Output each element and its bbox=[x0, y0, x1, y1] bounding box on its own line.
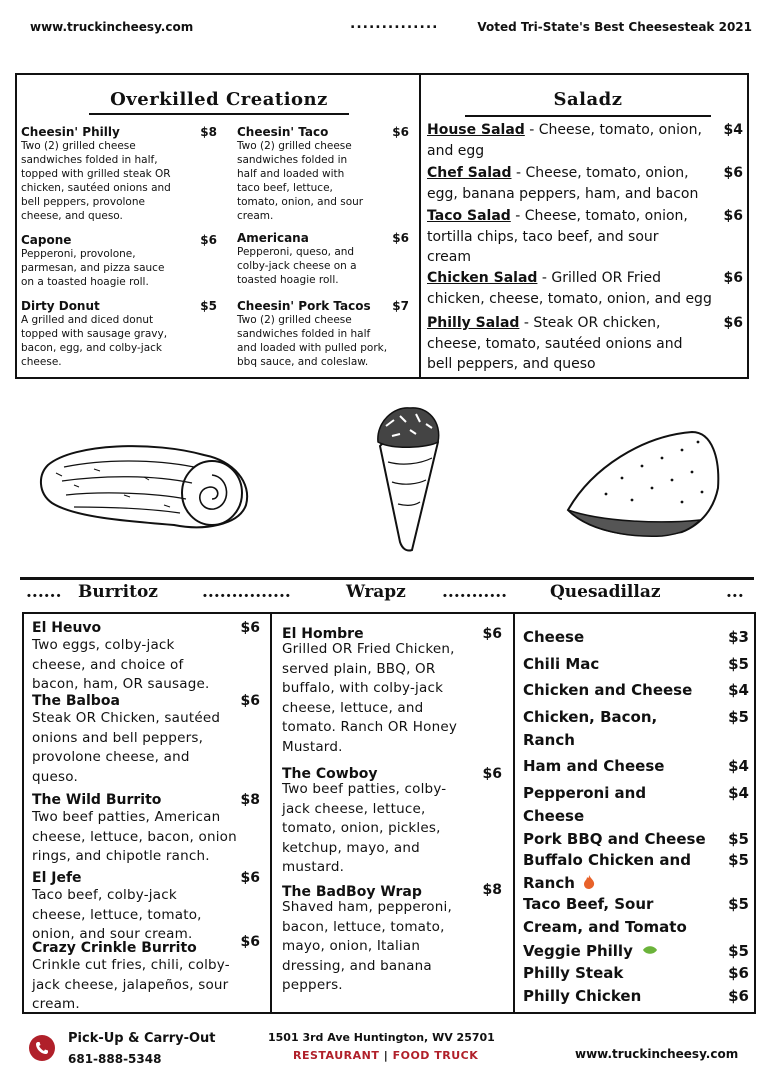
item-name: El Hombre bbox=[282, 626, 364, 642]
item-price: $6 bbox=[482, 626, 502, 642]
item-price: $8 bbox=[200, 125, 217, 139]
item-name: Chicken and Cheese bbox=[523, 681, 693, 699]
salad-name: Chef Salad bbox=[427, 165, 512, 181]
quesadilla-item-buffalo-chicken-and-ranch bbox=[523, 849, 749, 895]
quesadilla-item-cheese bbox=[523, 626, 749, 649]
burrito-item-crazy-crinkle-burrito bbox=[32, 934, 268, 1015]
item-name: Cream, and Tomato bbox=[523, 918, 687, 936]
salad-desc: cheese, tomato, sautéed onions and bbox=[427, 335, 683, 352]
item-desc: Two beef patties, American cheese, lettuce, bacon, onion rings, and chipotle ranch. bbox=[32, 809, 237, 864]
item-price: $5 bbox=[728, 895, 749, 913]
item-desc: Two (2) grilled cheese sandwiches folded in half, topped with grilled steak OR chicken, sautéed onions and bell peppers, provolone cheese, and queso. bbox=[21, 140, 171, 222]
item-name: Crazy Crinkle Burrito bbox=[32, 940, 197, 956]
menu-item-americana bbox=[237, 231, 409, 287]
item-price: $6 bbox=[240, 934, 260, 950]
item-price: $6 bbox=[240, 870, 260, 886]
banner-dots: ...... bbox=[26, 582, 62, 602]
item-price: $6 bbox=[240, 693, 260, 709]
item-desc: Two (2) grilled cheese sandwiches folded in half and loaded with taco beef, lettuce, tomato, onion, and sour cream. bbox=[237, 140, 364, 222]
item-name: El Heuvo bbox=[32, 620, 102, 636]
salad-item-chef bbox=[427, 163, 745, 204]
item-price: $8 bbox=[240, 792, 260, 808]
section-banner bbox=[20, 582, 754, 608]
saladz-title-wrap bbox=[465, 89, 711, 117]
item-name: Americana bbox=[237, 231, 309, 245]
item-price: $6 bbox=[728, 964, 749, 982]
item-name: The Balboa bbox=[32, 693, 120, 709]
item-name: Buffalo Chicken and bbox=[523, 851, 691, 869]
item-price: $4 bbox=[728, 784, 749, 802]
saladz-section bbox=[419, 73, 749, 379]
salad-item-taco bbox=[427, 206, 745, 268]
item-price: $6 bbox=[392, 125, 409, 139]
item-name: Chili Mac bbox=[523, 655, 600, 673]
salad-item-philly bbox=[427, 313, 745, 375]
item-desc: Pepperoni, queso, and colby-jack cheese on a toasted hoagie roll. bbox=[237, 246, 357, 286]
item-name: Philly Steak bbox=[523, 964, 624, 982]
salad-name: Taco Salad bbox=[427, 208, 511, 224]
item-name: El Jefe bbox=[32, 870, 82, 886]
phone-icon bbox=[29, 1035, 55, 1061]
banner-dots: ............... bbox=[202, 582, 291, 602]
item-name: The Cowboy bbox=[282, 766, 378, 782]
quesadilla-illustration bbox=[562, 428, 724, 542]
item-price: $6 bbox=[728, 987, 749, 1005]
salad-price: $4 bbox=[723, 122, 743, 138]
menu-item-cheesin-pork-tacos bbox=[237, 299, 409, 369]
item-name: Cheese bbox=[523, 628, 585, 646]
item-desc: Steak OR Chicken, sautéed onions and bell peppers, provolone cheese, and queso. bbox=[32, 710, 221, 785]
phone-number[interactable]: 681-888-5348 bbox=[68, 1052, 162, 1066]
burritoz-section bbox=[22, 612, 272, 1014]
item-name: Ranch bbox=[523, 874, 575, 892]
item-desc: Shaved ham, pepperoni, bacon, lettuce, tomato, mayo, onion, Italian dressing, and banana peppers. bbox=[282, 899, 452, 993]
wrap-item-el-hombre bbox=[282, 626, 510, 757]
item-name: Dirty Donut bbox=[21, 299, 100, 313]
separator: | bbox=[383, 1049, 389, 1062]
salad-desc: - Grilled OR Fried bbox=[537, 270, 661, 286]
item-name: Taco Beef, Sour bbox=[523, 895, 654, 913]
salad-name: House Salad bbox=[427, 122, 525, 138]
item-price: $5 bbox=[728, 655, 749, 673]
quesadilla-item-philly-chicken bbox=[523, 985, 749, 1008]
food-truck-label: FOOD TRUCK bbox=[392, 1049, 479, 1062]
item-name: Pork BBQ and Cheese bbox=[523, 830, 706, 848]
item-name: Pepperoni and bbox=[523, 784, 647, 802]
item-desc: A grilled and diced donut topped with sausage gravy, bacon, egg, and colby-jack cheese. bbox=[21, 314, 168, 368]
quesadilla-item-chili-mac bbox=[523, 653, 749, 676]
banner-dots: ... bbox=[726, 582, 744, 602]
wrap-item-the-cowboy bbox=[282, 766, 510, 878]
item-price: $5 bbox=[728, 830, 749, 848]
header-website[interactable]: www.truckincheesy.com bbox=[30, 20, 194, 34]
salad-name: Philly Salad bbox=[427, 315, 520, 331]
item-price: $6 bbox=[482, 766, 502, 782]
salad-price: $6 bbox=[723, 165, 743, 181]
flame-icon bbox=[583, 875, 595, 889]
item-name: Cheese bbox=[523, 807, 585, 825]
item-price: $6 bbox=[392, 231, 409, 245]
salad-desc: chicken, cheese, tomato, onion, and egg bbox=[427, 290, 712, 307]
salad-item-chicken bbox=[427, 268, 745, 309]
item-price: $6 bbox=[200, 233, 217, 247]
item-name: Cheesin' Philly bbox=[21, 125, 120, 139]
salad-desc: bell peppers, and queso bbox=[427, 356, 596, 372]
item-desc: Taco beef, colby-jack cheese, lettuce, tomato, onion, and sour cream. bbox=[32, 887, 202, 942]
overkilled-section bbox=[15, 73, 421, 379]
salad-desc: cream bbox=[427, 249, 471, 265]
quesadilla-item-chicken-bacon-ranch bbox=[523, 706, 749, 752]
banner-burritoz: Burritoz bbox=[78, 582, 158, 602]
salad-desc: - Cheese, tomato, onion, bbox=[524, 122, 702, 138]
burrito-item-the-wild-burrito bbox=[32, 792, 268, 867]
salad-desc: - Steak OR chicken, bbox=[519, 315, 661, 331]
restaurant-label: RESTAURANT bbox=[293, 1049, 380, 1062]
item-price: $5 bbox=[728, 708, 749, 726]
burrito-illustration bbox=[34, 425, 256, 537]
banner-top-rule bbox=[20, 577, 754, 580]
salad-price: $6 bbox=[723, 208, 743, 224]
quesadillaz-section bbox=[513, 612, 756, 1014]
pickup-label: Pick-Up & Carry-Out bbox=[68, 1031, 216, 1046]
burrito-item-el-jefe bbox=[32, 870, 268, 945]
item-price: $7 bbox=[392, 299, 409, 313]
item-name: The BadBoy Wrap bbox=[282, 884, 422, 900]
header-dots: .............. bbox=[350, 16, 439, 32]
item-price: $8 bbox=[482, 882, 502, 898]
item-price: $5 bbox=[728, 942, 749, 960]
item-name: Philly Chicken bbox=[523, 987, 642, 1005]
banner-dots: ........... bbox=[442, 582, 508, 602]
menu-item-dirty-donut bbox=[21, 299, 217, 369]
address: 1501 3rd Ave Huntington, WV 25701 bbox=[268, 1031, 495, 1044]
salad-desc: - Cheese, tomato, onion, bbox=[510, 208, 688, 224]
item-price: $4 bbox=[728, 757, 749, 775]
item-desc: Two eggs, colby-jack cheese, and choice of bacon, ham, OR sausage. bbox=[32, 637, 210, 692]
item-name: Chicken, Bacon, bbox=[523, 708, 658, 726]
quesadilla-item-taco-beef-sour-cream-tomato bbox=[523, 893, 749, 939]
item-price: $4 bbox=[728, 681, 749, 699]
overkilled-title-wrap bbox=[89, 89, 349, 115]
menu-item-cheesin-taco bbox=[237, 125, 409, 223]
quesadilla-item-ham-and-cheese bbox=[523, 755, 749, 778]
burrito-item-el-heuvo bbox=[32, 620, 268, 695]
salad-desc: - Cheese, tomato, onion, bbox=[511, 165, 689, 181]
quesadilla-item-chicken-and-cheese bbox=[523, 679, 749, 702]
item-name: Cheesin' Taco bbox=[237, 125, 329, 139]
item-name: Veggie Philly bbox=[523, 942, 633, 960]
item-name: Ranch bbox=[523, 731, 575, 749]
quesadilla-item-pork-bbq-and-cheese bbox=[523, 828, 749, 851]
item-price: $5 bbox=[728, 851, 749, 869]
phone-glyph-icon bbox=[29, 1035, 55, 1061]
banner-wrapz: Wrapz bbox=[346, 582, 406, 602]
leaf-icon bbox=[642, 945, 658, 955]
wrap-illustration bbox=[372, 402, 444, 554]
item-name: The Wild Burrito bbox=[32, 792, 162, 808]
item-name: Cheesin' Pork Tacos bbox=[237, 299, 371, 313]
item-desc: Two beef patties, colby- jack cheese, lettuce, tomato, onion, pickles, ketchup, mayo, and mustard. bbox=[282, 781, 447, 875]
quesadilla-item-philly-steak bbox=[523, 962, 749, 985]
item-name: Capone bbox=[21, 233, 72, 247]
quesadilla-item-pepperoni-and-cheese bbox=[523, 782, 749, 828]
salad-price: $6 bbox=[723, 315, 743, 331]
salad-price: $6 bbox=[723, 270, 743, 286]
item-desc: Pepperoni, provolone, parmesan, and pizza sauce on a toasted hoagie roll. bbox=[21, 248, 165, 288]
item-desc: Grilled OR Fried Chicken, served plain, BBQ, OR buffalo, with colby-jack cheese, lettuce, and tomato. Ranch OR Honey Mustard. bbox=[282, 641, 458, 755]
salad-desc: tortilla chips, taco beef, and sour bbox=[427, 228, 659, 245]
salad-desc: and egg bbox=[427, 142, 485, 159]
banner-quesadillaz: Quesadillaz bbox=[550, 582, 661, 602]
menu-item-capone bbox=[21, 233, 217, 289]
salad-desc: egg, banana peppers, ham, and bacon bbox=[427, 185, 699, 202]
header-tagline: Voted Tri-State's Best Cheesesteak 2021 bbox=[477, 20, 752, 34]
quesadilla-item-veggie-philly bbox=[523, 940, 749, 963]
burrito-item-the-balboa bbox=[32, 693, 268, 787]
item-price: $6 bbox=[240, 620, 260, 636]
overkilled-title: Overkilled Creationz bbox=[110, 89, 328, 110]
item-desc: Crinkle cut fries, chili, colby- jack cheese, jalapeños, sour cream. bbox=[32, 957, 230, 1012]
menu-item-cheesin-philly bbox=[21, 125, 217, 223]
wrap-item-the-badboy-wrap bbox=[282, 884, 510, 996]
item-desc: Two (2) grilled cheese sandwiches folded in half and loaded with pulled pork, bbq sauce, and coleslaw. bbox=[237, 314, 388, 368]
item-price: $5 bbox=[200, 299, 217, 313]
saladz-title: Saladz bbox=[553, 89, 623, 110]
restaurant-food-truck bbox=[293, 1049, 478, 1062]
salad-name: Chicken Salad bbox=[427, 270, 538, 286]
item-price: $3 bbox=[728, 628, 749, 646]
wrapz-section bbox=[270, 612, 515, 1014]
salad-item-house bbox=[427, 120, 745, 161]
item-name: Ham and Cheese bbox=[523, 757, 665, 775]
footer-website[interactable]: www.truckincheesy.com bbox=[575, 1047, 739, 1061]
